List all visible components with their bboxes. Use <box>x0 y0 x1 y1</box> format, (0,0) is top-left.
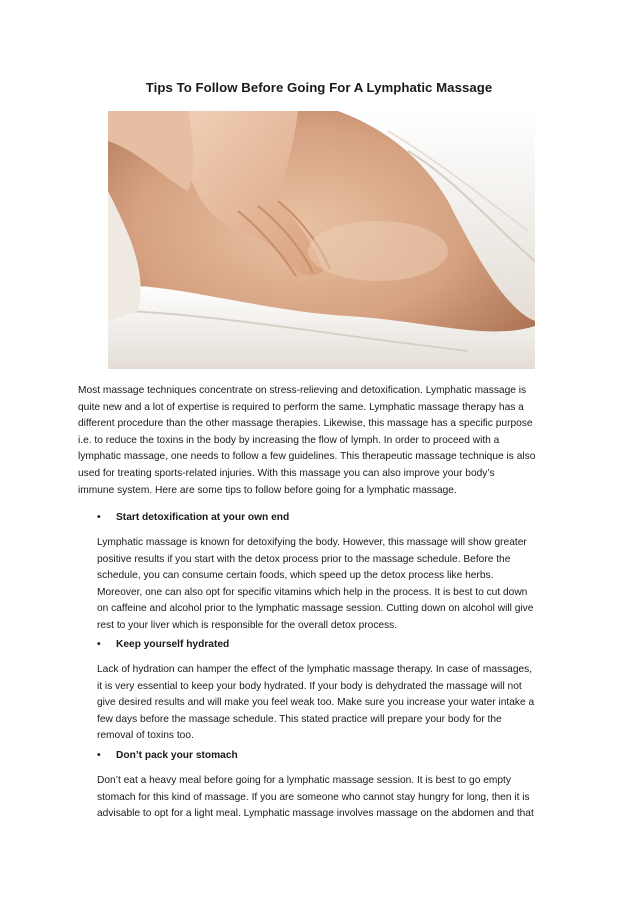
tip-line: stomach for this kind of massage. If you are someone who cannot stay hungry for long, then it is <box>97 791 530 803</box>
bullet-icon: • <box>97 750 101 761</box>
bullet-icon: • <box>97 639 101 650</box>
tip-line: give desired results and will make you feel weak too. Make sure you increase your water intake a <box>97 697 535 709</box>
tip-heading <box>97 510 557 527</box>
tip-paragraph <box>97 662 567 745</box>
intro-line: immune system. Here are some tips to follow before going for a lymphatic massage. <box>78 484 457 496</box>
tip-line: it is very essential to keep your body hydrated. If your body is dehydrated the massage will not <box>97 680 522 692</box>
tip-line: Moreover, one can also opt for specific vitamins which help in the process. It is best to cut down <box>97 586 528 598</box>
tip-line: Lack of hydration can hamper the effect of the lymphatic massage therapy. In case of massages, <box>97 664 533 675</box>
tip-line: few days before the massage schedule. This stated practice will prepare your body for the <box>97 713 502 725</box>
tip-line: schedule, you can consume certain foods, which speed up the detox process like herbs. <box>97 570 494 582</box>
intro-line: lymphatic massage, one needs to follow a few guidelines. This therapeutic massage technique is also <box>78 451 536 463</box>
tip-line: positive results if you start with the detox process prior to the massage schedule. Before the <box>97 553 511 565</box>
tip-heading <box>97 748 557 765</box>
tip-heading-text: Start detoxification at your own end <box>116 512 290 523</box>
tip-heading <box>97 637 557 654</box>
page-title: Tips To Follow Before Going For A Lymphatic Massage <box>145 80 493 95</box>
bullet-icon: • <box>97 512 101 523</box>
intro-line: quite new and a lot of expertise is required to perform the same. Lymphatic massage therapy has a <box>78 401 524 413</box>
tip-line: Lymphatic massage is known for detoxifying the body. However, this massage will show greater <box>97 537 527 548</box>
intro-paragraph <box>78 383 564 499</box>
tip-paragraph <box>97 535 567 635</box>
tip-line: rest to your liver which is responsible for the overall detox process. <box>97 619 398 631</box>
tip-line: on caffeine and alcohol prior to the lymphatic massage session. Cutting down on alcohol will give <box>97 603 534 615</box>
tip-paragraph <box>97 773 567 823</box>
intro-line: Most massage techniques concentrate on stress-relieving and detoxification. Lymphatic massage is <box>78 385 527 396</box>
massage-photo <box>108 111 535 369</box>
intro-line: different procedure than the other massage therapies. Likewise, this massage has a specific purpose <box>78 418 533 430</box>
intro-line: i.e. to reduce the toxins in the body by increasing the flow of lymph. In order to proceed with a <box>78 434 500 446</box>
tip-heading-text: Keep yourself hydrated <box>116 639 230 650</box>
tip-line: advisable to opt for a light meal. Lymphatic massage involves massage on the abdomen and that <box>97 808 534 820</box>
tip-line: Don’t eat a heavy meal before going for a lymphatic massage session. It is best to go empty <box>97 775 511 786</box>
intro-line: used for treating sports-related injuries. With this massage you can also improve your body’s <box>78 467 495 479</box>
tip-line: removal of toxins too. <box>97 730 194 742</box>
tip-heading-text: Don’t pack your stomach <box>116 750 238 761</box>
